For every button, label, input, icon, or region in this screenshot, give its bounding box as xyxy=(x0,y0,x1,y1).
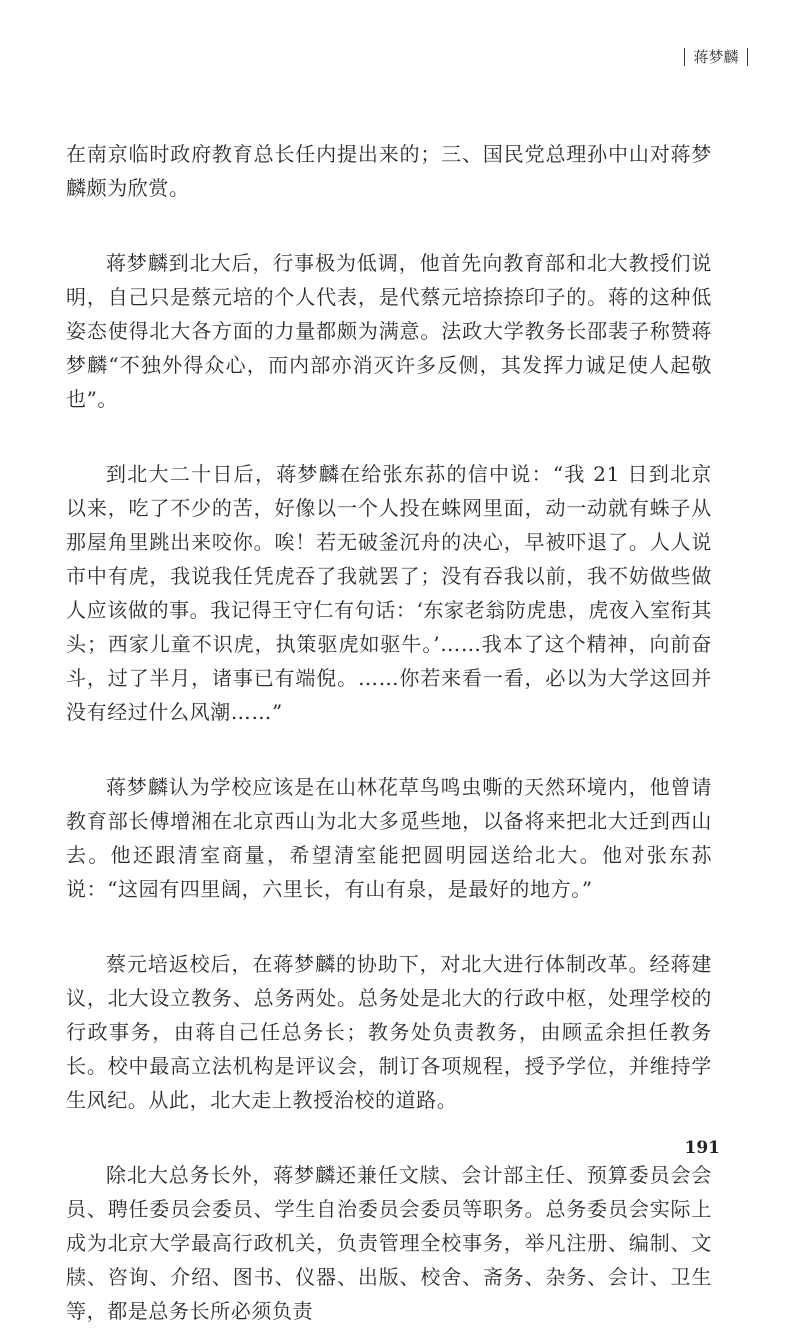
paragraph-continued: 在南京临时政府教育总长任内提出来的；三、国民党总理孙中山对蒋梦麟颇为欣赏。 xyxy=(66,142,712,200)
header-rule-left xyxy=(684,48,686,66)
paragraph: 蒋梦麟认为学校应该是在山林花草鸟鸣虫嘶的天然环境内，他曾请教育部长傅增湘在北京西山为北大多觅些地，以备将来把北大迁到西山去。他还跟清室商量，希望清室能把圆明园送给北大。他对张东荪说：“这园有四里阔，六里长，有山有泉，是最好的地方。” xyxy=(66,775,712,901)
body-text xyxy=(66,137,712,1328)
paragraph: 除北大总务长外，蒋梦麟还兼任文牍、会计部主任、预算委员会会员、聘任委员会委员、学生自治委员会委员等职务。总务委员会实际上成为北京大学最高行政机关，负责管理全校事务，举凡注册、编制、文牍、咨询、介绍、图书、仪器、出版、校舍、斋务、杂务、会计、卫生等，都是总务长所必须负责 xyxy=(66,1163,712,1323)
page-number: 191 xyxy=(684,1138,720,1158)
paragraph: 到北大二十日后，蒋梦麟在给张东荪的信中说：“我 21 日到北京以来，吃了不少的苦，好像以一个人投在蛛网里面，动一动就有蛛子从那屋角里跳出来咬你。唉！若无破釜沉舟的决心，早被吓退了。人人说市中有虎，我说我任凭虎吞了我就罢了；没有吞我以前，我不妨做些做人应该做的事。我记得王守仁有句话：‘东家老翁防虎患，虎夜入室衔其头；西家儿童不识虎，执策驱虎如驱牛。’……我本了这个精神，向前奋斗，过了半月，诸事已有端倪。……你若来看一看，必以为大学这回并没有经过什么风潮……” xyxy=(66,462,712,724)
paragraph: 蒋梦麟到北大后，行事极为低调，他首先向教育部和北大教授们说明，自己只是蔡元培的个人代表，是代蔡元培捺捺印子的。蒋的这种低姿态使得北大各方面的力量都颇为满意。法政大学教务长邵裴子称赞蒋梦麟“不独外得众心，而内部亦消灭许多反侧，其发挥力诚足使人起敬也”。 xyxy=(66,251,712,411)
running-title: 蒋梦麟 xyxy=(693,48,739,66)
paragraph: 蔡元培返校后，在蒋梦麟的协助下，对北大进行体制改革。经蒋建议，北大设立教务、总务两处。总务处是北大的行政中枢，处理学校的行政事务，由蒋自己任总务长；教务处负责教务，由顾孟余担任教务长。校中最高立法机构是评议会，制订各项规程，授予学位，并维持学生风纪。从此，北大走上教授治校的道路。 xyxy=(66,952,712,1112)
header-rule-right xyxy=(747,48,749,66)
running-header xyxy=(676,46,756,67)
